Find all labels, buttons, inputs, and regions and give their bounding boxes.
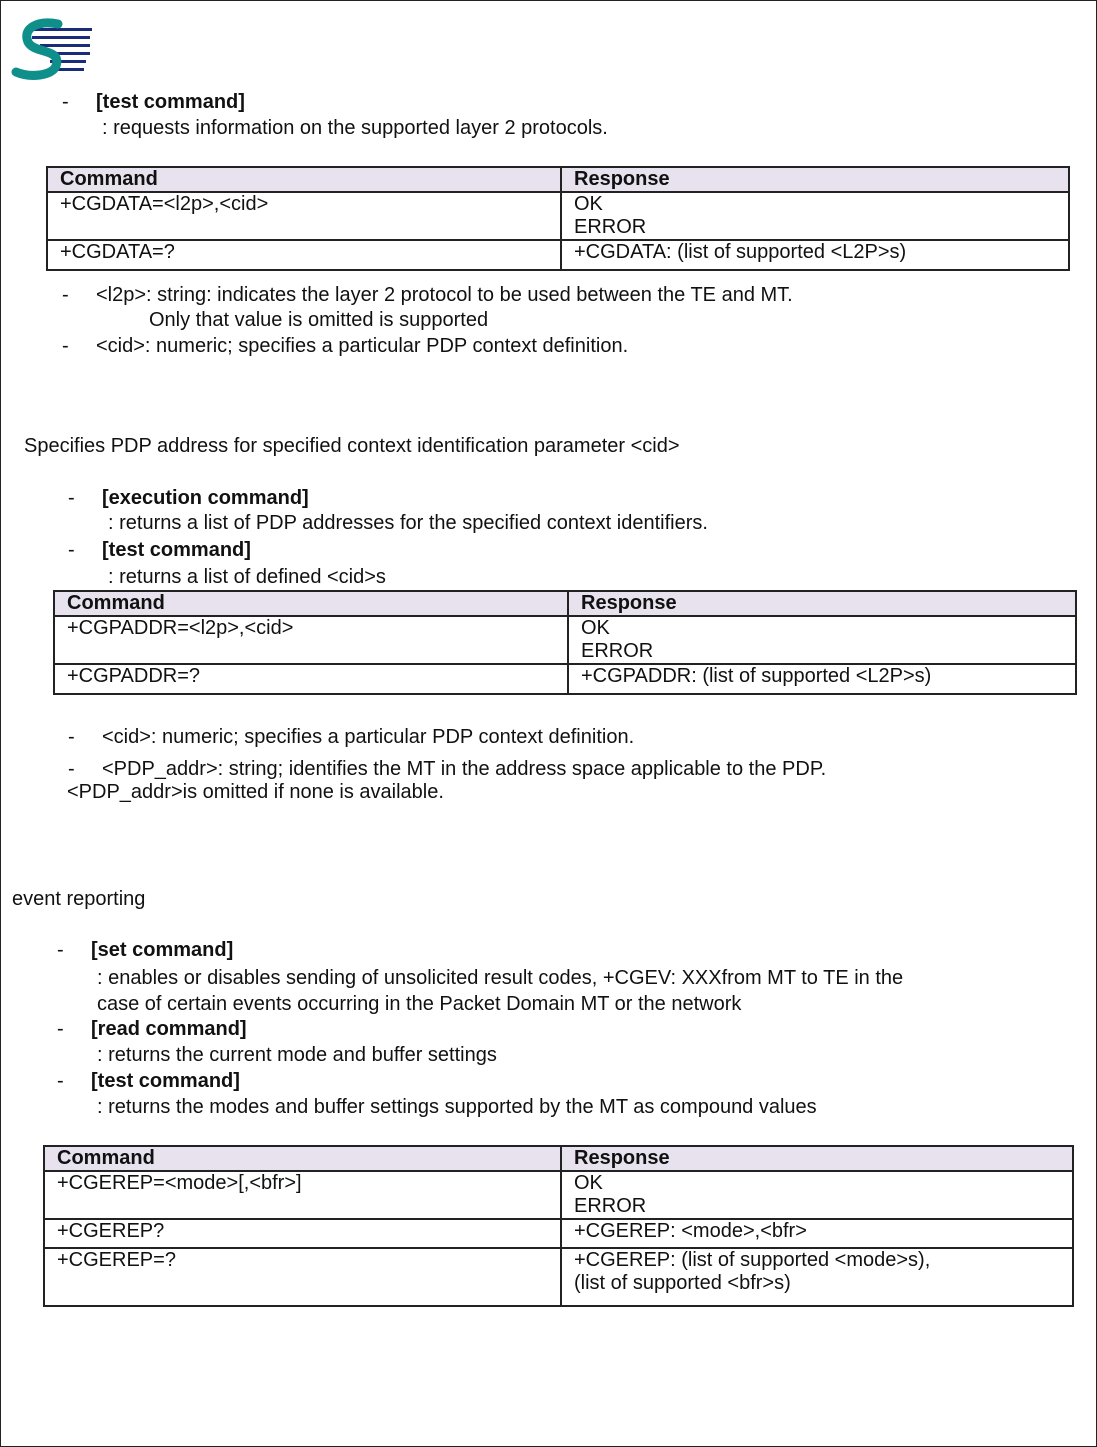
bullet-dash: - — [68, 539, 75, 561]
section-intro: event reporting — [12, 888, 146, 910]
set-command-heading: [set command] — [91, 939, 234, 961]
param-pdp-addr: <PDP_addr>: string; identifies the MT in the address space applicable to the PDP. — [102, 758, 827, 780]
set-command-description: : enables or disables sending of unsolicited result codes, +CGEV: XXXfrom MT to TE in the — [97, 967, 904, 989]
company-logo-icon — [10, 18, 94, 82]
response-cell — [561, 240, 1069, 270]
bullet-dash: - — [68, 487, 75, 509]
response-cell — [568, 616, 1076, 664]
bullet-dash: - — [62, 335, 69, 357]
command-column-header: Command — [47, 167, 561, 192]
table-row — [44, 1248, 1073, 1306]
command-cell: +CGPADDR=<l2p>,<cid> — [54, 616, 568, 664]
response-cell — [561, 1171, 1073, 1219]
command-cell: +CGEREP=<mode>[,<bfr>] — [44, 1171, 561, 1219]
bullet-dash: - — [68, 758, 75, 780]
command-column-header: Command — [44, 1146, 561, 1171]
response-line: (list of supported <bfr>s) — [574, 1272, 791, 1294]
table-row — [44, 1219, 1073, 1248]
response-line: OK — [574, 193, 603, 215]
test-command-description: : returns a list of defined <cid>s — [108, 566, 386, 588]
response-column-header: Response — [561, 1146, 1073, 1171]
section-intro: Specifies PDP address for specified context identification parameter <cid> — [24, 435, 680, 457]
read-command-description: : returns the current mode and buffer settings — [97, 1044, 497, 1066]
test-command-heading: [test command] — [96, 91, 245, 113]
bullet-dash: - — [57, 1018, 64, 1040]
response-column-header: Response — [561, 167, 1069, 192]
table-row — [54, 616, 1076, 664]
response-line: ERROR — [574, 1195, 647, 1217]
execution-command-heading: [execution command] — [102, 487, 309, 509]
response-line: +CGEREP: (list of supported <mode>s), — [574, 1249, 931, 1271]
test-command-heading: [test command] — [91, 1070, 240, 1092]
bullet-dash: - — [57, 939, 64, 961]
test-command-description: : requests information on the supported layer 2 protocols. — [102, 117, 608, 139]
table-row — [47, 240, 1069, 270]
bullet-dash: - — [62, 91, 69, 113]
response-line: OK — [574, 1172, 603, 1194]
response-line: ERROR — [574, 216, 647, 238]
set-command-description-cont: case of certain events occurring in the Packet Domain MT or the network — [97, 993, 742, 1015]
cgdata-table — [46, 166, 1070, 271]
pdp-addr-note: <PDP_addr>is omitted if none is available. — [67, 781, 444, 803]
response-line: +CGDATA: (list of supported <L2P>s) — [574, 241, 907, 263]
test-command-description: : returns the modes and buffer settings supported by the MT as compound values — [97, 1096, 817, 1118]
cgerep-table — [43, 1145, 1074, 1307]
param-l2p: <l2p>: string: indicates the layer 2 protocol to be used between the TE and MT. — [96, 284, 793, 306]
response-cell — [561, 1248, 1073, 1306]
command-cell: +CGDATA=<l2p>,<cid> — [47, 192, 561, 240]
response-line: +CGEREP: <mode>,<bfr> — [574, 1220, 807, 1242]
command-cell: +CGEREP=? — [44, 1248, 561, 1306]
response-line: OK — [581, 617, 610, 639]
test-command-heading: [test command] — [102, 539, 251, 561]
execution-command-description: : returns a list of PDP addresses for the specified context identifiers. — [108, 512, 708, 534]
response-cell — [568, 664, 1076, 694]
param-cid: <cid>: numeric; specifies a particular PDP context definition. — [96, 335, 629, 357]
response-cell — [561, 1219, 1073, 1248]
command-column-header: Command — [54, 591, 568, 616]
response-line: ERROR — [581, 640, 654, 662]
table-row — [47, 192, 1069, 240]
table-row — [44, 1171, 1073, 1219]
table-row — [54, 664, 1076, 694]
param-l2p-note: Only that value is omitted is supported — [149, 309, 489, 331]
param-cid: <cid>: numeric; specifies a particular PDP context definition. — [102, 726, 635, 748]
response-cell — [561, 192, 1069, 240]
bullet-dash: - — [68, 726, 75, 748]
command-cell: +CGPADDR=? — [54, 664, 568, 694]
read-command-heading: [read command] — [91, 1018, 247, 1040]
bullet-dash: - — [62, 284, 69, 306]
bullet-dash: - — [57, 1070, 64, 1092]
cgpaddr-table — [53, 590, 1077, 695]
response-column-header: Response — [568, 591, 1076, 616]
command-cell: +CGEREP? — [44, 1219, 561, 1248]
command-cell: +CGDATA=? — [47, 240, 561, 270]
response-line: +CGPADDR: (list of supported <L2P>s) — [581, 665, 932, 687]
